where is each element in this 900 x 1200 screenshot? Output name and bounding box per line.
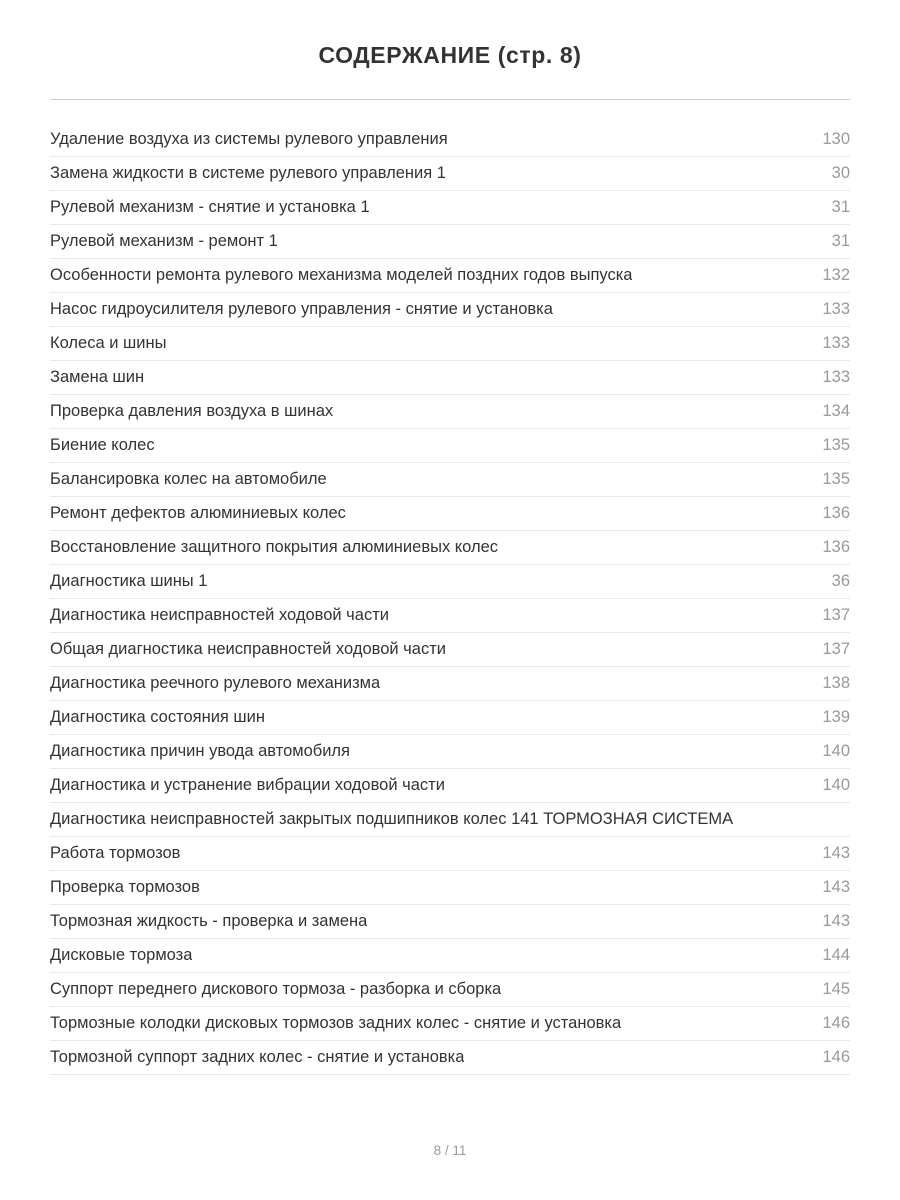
toc-entry[interactable] xyxy=(50,225,850,259)
toc-entry-title: Работа тормозов xyxy=(50,844,181,862)
toc-entry-title: Ремонт дефектов алюминиевых колес xyxy=(50,504,346,522)
toc-entry-title: Замена жидкости в системе рулевого управления 1 xyxy=(50,164,446,182)
toc-entry-page: 36 xyxy=(831,572,850,590)
toc-entry-page: 143 xyxy=(822,844,850,862)
toc-entry-title: Тормозная жидкость - проверка и замена xyxy=(50,912,368,930)
toc-entry-title: Диагностика и устранение вибрации ходовой части xyxy=(50,776,445,794)
toc-entry-page: 31 xyxy=(831,198,850,216)
toc-entry-title: Рулевой механизм - снятие и установка 1 xyxy=(50,198,370,216)
toc-entry[interactable] xyxy=(50,939,850,973)
toc-entry-title: Проверка давления воздуха в шинах xyxy=(50,402,334,420)
toc-entry-page: 138 xyxy=(822,674,850,692)
toc-entry-title: Диагностика неисправностей закрытых подшипников колес 141 ТОРМОЗНАЯ СИСТЕМА xyxy=(50,810,734,828)
toc-entry[interactable] xyxy=(50,327,850,361)
toc-entry-page: 133 xyxy=(822,334,850,352)
toc-entry-title: Балансировка колес на автомобиле xyxy=(50,470,327,488)
page-number-indicator: 8 / 11 xyxy=(433,1143,467,1158)
toc-entry-page: 133 xyxy=(822,300,850,318)
toc-entry[interactable] xyxy=(50,191,850,225)
toc-entry-page: 146 xyxy=(822,1048,850,1066)
toc-entry-title: Дисковые тормоза xyxy=(50,946,193,964)
toc-entry-page: 136 xyxy=(822,538,850,556)
toc-entry[interactable] xyxy=(50,463,850,497)
toc-entry[interactable] xyxy=(50,123,850,157)
toc-entry-title: Особенности ремонта рулевого механизма моделей поздних годов выпуска xyxy=(50,266,633,284)
toc-entry-title: Суппорт переднего дискового тормоза - разборка и сборка xyxy=(50,980,502,998)
toc-entry-title: Диагностика шины 1 xyxy=(50,572,208,590)
toc-entry[interactable] xyxy=(50,497,850,531)
page-title: СОДЕРЖАНИЕ (стр. 8) xyxy=(318,42,582,68)
toc-entry-title: Диагностика неисправностей ходовой части xyxy=(50,606,389,624)
toc-entry[interactable] xyxy=(50,429,850,463)
toc-entry-title: Замена шин xyxy=(50,368,145,386)
toc-entry-title: Насос гидроусилителя рулевого управления - снятие и установка xyxy=(50,300,553,318)
toc-entry[interactable] xyxy=(50,973,850,1007)
toc-entry-page: 133 xyxy=(822,368,850,386)
toc-entry-title: Колеса и шины xyxy=(50,334,167,352)
toc-entry[interactable] xyxy=(50,1007,850,1041)
toc-entry-page: 144 xyxy=(822,946,850,964)
toc-entry-page: 132 xyxy=(822,266,850,284)
toc-entry-title: Биение колес xyxy=(50,436,155,454)
toc-entry[interactable] xyxy=(50,667,850,701)
toc-entry-page: 140 xyxy=(822,776,850,794)
toc-entry[interactable] xyxy=(50,701,850,735)
toc-entry-title: Диагностика причин увода автомобиля xyxy=(50,742,350,760)
toc-entry-page: 137 xyxy=(822,640,850,658)
toc-entry-title: Тормозной суппорт задних колес - снятие и установка xyxy=(50,1048,465,1066)
toc-entry-page: 145 xyxy=(822,980,850,998)
toc-entry[interactable] xyxy=(50,769,850,803)
toc-entry-title: Удаление воздуха из системы рулевого управления xyxy=(50,130,448,148)
toc-entry-title: Восстановление защитного покрытия алюминиевых колес xyxy=(50,538,499,556)
toc-entry-title: Проверка тормозов xyxy=(50,878,200,896)
toc-entry-page: 140 xyxy=(822,742,850,760)
toc-entry[interactable] xyxy=(50,361,850,395)
toc-entry[interactable] xyxy=(50,1041,850,1075)
toc-entry[interactable] xyxy=(50,837,850,871)
toc-entry-page: 143 xyxy=(822,878,850,896)
toc-entry-page: 134 xyxy=(822,402,850,420)
toc-entry-title: Рулевой механизм - ремонт 1 xyxy=(50,232,278,250)
toc-entry-page: 139 xyxy=(822,708,850,726)
toc-entry[interactable] xyxy=(50,565,850,599)
toc-list xyxy=(50,123,850,1075)
toc-entry-page: 135 xyxy=(822,470,850,488)
toc-entry[interactable] xyxy=(50,531,850,565)
toc-entry-page: 135 xyxy=(822,436,850,454)
toc-entry[interactable] xyxy=(50,259,850,293)
toc-entry-title: Общая диагностика неисправностей ходовой части xyxy=(50,640,446,658)
toc-entry-title: Диагностика состояния шин xyxy=(50,708,265,726)
toc-entry[interactable] xyxy=(50,633,850,667)
toc-entry-page: 146 xyxy=(822,1014,850,1032)
toc-entry-page: 30 xyxy=(831,164,850,182)
toc-entry[interactable] xyxy=(50,293,850,327)
toc-entry[interactable] xyxy=(50,871,850,905)
title-divider xyxy=(50,99,850,100)
toc-entry[interactable] xyxy=(50,803,850,837)
toc-entry-page: 136 xyxy=(822,504,850,522)
toc-entry-page: 130 xyxy=(822,130,850,148)
toc-entry[interactable] xyxy=(50,735,850,769)
toc-entry[interactable] xyxy=(50,599,850,633)
toc-entry[interactable] xyxy=(50,395,850,429)
toc-entry-page: 31 xyxy=(831,232,850,250)
toc-entry[interactable] xyxy=(50,905,850,939)
toc-entry-page: 143 xyxy=(822,912,850,930)
toc-entry-page: 137 xyxy=(822,606,850,624)
toc-entry[interactable] xyxy=(50,157,850,191)
toc-entry-title: Диагностика реечного рулевого механизма xyxy=(50,674,381,692)
toc-entry-title: Тормозные колодки дисковых тормозов задних колес - снятие и установка xyxy=(50,1014,622,1032)
